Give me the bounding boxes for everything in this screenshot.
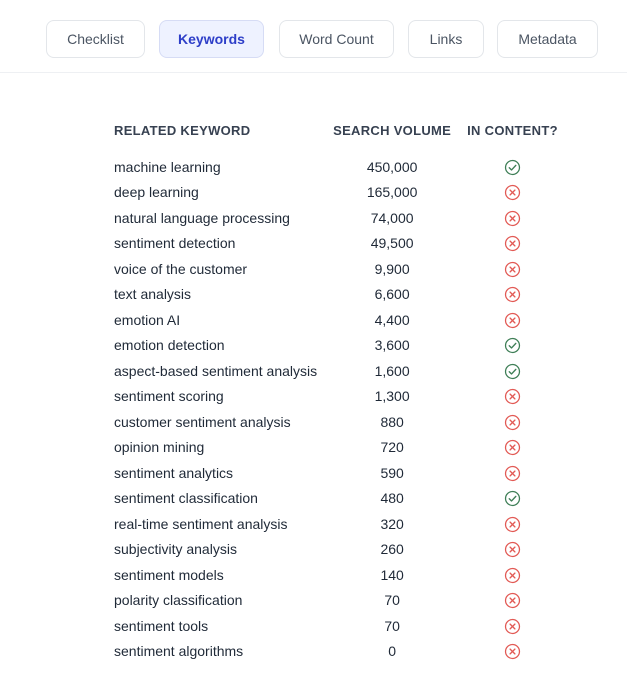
search-volume-cell: 880 (380, 413, 404, 430)
search-volume-cell: 450,000 (366, 158, 418, 175)
search-volume-cell: 720 (380, 439, 404, 456)
table-row (106, 180, 566, 206)
table-row (106, 639, 566, 665)
keyword-cell: sentiment tools (114, 617, 209, 634)
keyword-cell: customer sentiment analysis (114, 413, 291, 430)
keyword-cell: sentiment algorithms (114, 643, 244, 660)
tab-checklist[interactable]: Checklist (46, 20, 145, 58)
in-content-cell (459, 384, 566, 410)
tab-keywords[interactable]: Keywords (159, 20, 264, 58)
column-header-in-content: IN CONTENT? (467, 122, 558, 138)
table-row (106, 511, 566, 537)
x-circle-icon (504, 414, 521, 431)
in-content-cell (459, 460, 566, 486)
keyword-cell: subjectivity analysis (114, 541, 237, 558)
table-row (106, 537, 566, 563)
table-row (106, 460, 566, 486)
check-circle-icon (504, 363, 521, 380)
search-volume-cell: 1,600 (374, 362, 410, 379)
in-content-cell (459, 613, 566, 639)
in-content-cell (459, 154, 566, 180)
keyword-cell: sentiment detection (114, 235, 236, 252)
x-circle-icon (504, 643, 521, 660)
in-content-cell (459, 511, 566, 537)
table-row (106, 588, 566, 614)
search-volume-cell: 4,400 (374, 311, 410, 328)
table-row (106, 231, 566, 257)
search-volume-cell: 74,000 (370, 209, 414, 226)
table-row (106, 358, 566, 384)
search-volume-cell: 70 (384, 592, 400, 609)
x-circle-icon (504, 567, 521, 584)
search-volume-cell: 0 (388, 643, 397, 660)
check-circle-icon (504, 490, 521, 507)
table-row (106, 282, 566, 308)
tab-links[interactable]: Links (408, 20, 484, 58)
search-volume-cell: 320 (380, 515, 404, 532)
keyword-cell: sentiment models (114, 566, 224, 583)
tab-metadata[interactable]: Metadata (497, 20, 598, 58)
keyword-cell: sentiment scoring (114, 388, 224, 405)
search-volume-cell: 140 (380, 566, 404, 583)
table-row (106, 205, 566, 231)
keyword-cell: emotion detection (114, 337, 225, 354)
in-content-cell (459, 588, 566, 614)
table-row (106, 384, 566, 410)
table-row (106, 486, 566, 512)
table-row (106, 154, 566, 180)
keyword-cell: sentiment classification (114, 490, 258, 507)
in-content-cell (459, 537, 566, 563)
keywords-table (106, 116, 566, 664)
table-row (106, 562, 566, 588)
in-content-cell (459, 205, 566, 231)
x-circle-icon (504, 312, 521, 329)
search-volume-cell: 1,300 (374, 388, 410, 405)
tab-bar (0, 0, 627, 73)
search-volume-cell: 9,900 (374, 260, 410, 277)
search-volume-cell: 260 (380, 541, 404, 558)
keyword-cell: deep learning (114, 184, 199, 201)
in-content-cell (459, 231, 566, 257)
in-content-cell (459, 409, 566, 435)
in-content-cell (459, 639, 566, 665)
keyword-cell: aspect-based sentiment analysis (114, 362, 318, 379)
x-circle-icon (504, 286, 521, 303)
keyword-cell: real-time sentiment analysis (114, 515, 288, 532)
keyword-cell: emotion AI (114, 311, 181, 328)
table-row (106, 409, 566, 435)
table-row (106, 613, 566, 639)
search-volume-cell: 49,500 (370, 235, 414, 252)
search-volume-cell: 3,600 (374, 337, 410, 354)
tab-word-count[interactable]: Word Count (279, 20, 394, 58)
column-header-keyword: RELATED KEYWORD (114, 122, 251, 138)
column-header-search-volume: SEARCH VOLUME (333, 122, 452, 138)
keyword-cell: voice of the customer (114, 260, 248, 277)
x-circle-icon (504, 261, 521, 278)
in-content-cell (459, 333, 566, 359)
table-row (106, 307, 566, 333)
x-circle-icon (504, 592, 521, 609)
table-header-row (106, 116, 566, 144)
x-circle-icon (504, 184, 521, 201)
search-volume-cell: 480 (380, 490, 404, 507)
keyword-cell: opinion mining (114, 439, 205, 456)
x-circle-icon (504, 388, 521, 405)
x-circle-icon (504, 235, 521, 252)
in-content-cell (459, 282, 566, 308)
in-content-cell (459, 358, 566, 384)
in-content-cell (459, 486, 566, 512)
table-row (106, 435, 566, 461)
x-circle-icon (504, 618, 521, 635)
check-circle-icon (504, 337, 521, 354)
keyword-cell: polarity classification (114, 592, 243, 609)
keyword-cell: text analysis (114, 286, 192, 303)
search-volume-cell: 165,000 (366, 184, 418, 201)
x-circle-icon (504, 516, 521, 533)
in-content-cell (459, 180, 566, 206)
in-content-cell (459, 435, 566, 461)
x-circle-icon (504, 541, 521, 558)
keyword-cell: machine learning (114, 158, 221, 175)
x-circle-icon (504, 439, 521, 456)
table-row (106, 256, 566, 282)
search-volume-cell: 6,600 (374, 286, 410, 303)
keyword-cell: sentiment analytics (114, 464, 234, 481)
x-circle-icon (504, 465, 521, 482)
check-circle-icon (504, 159, 521, 176)
table-row (106, 333, 566, 359)
keyword-cell: natural language processing (114, 209, 290, 226)
in-content-cell (459, 256, 566, 282)
in-content-cell (459, 562, 566, 588)
in-content-cell (459, 307, 566, 333)
search-volume-cell: 70 (384, 617, 400, 634)
x-circle-icon (504, 210, 521, 227)
search-volume-cell: 590 (380, 464, 404, 481)
